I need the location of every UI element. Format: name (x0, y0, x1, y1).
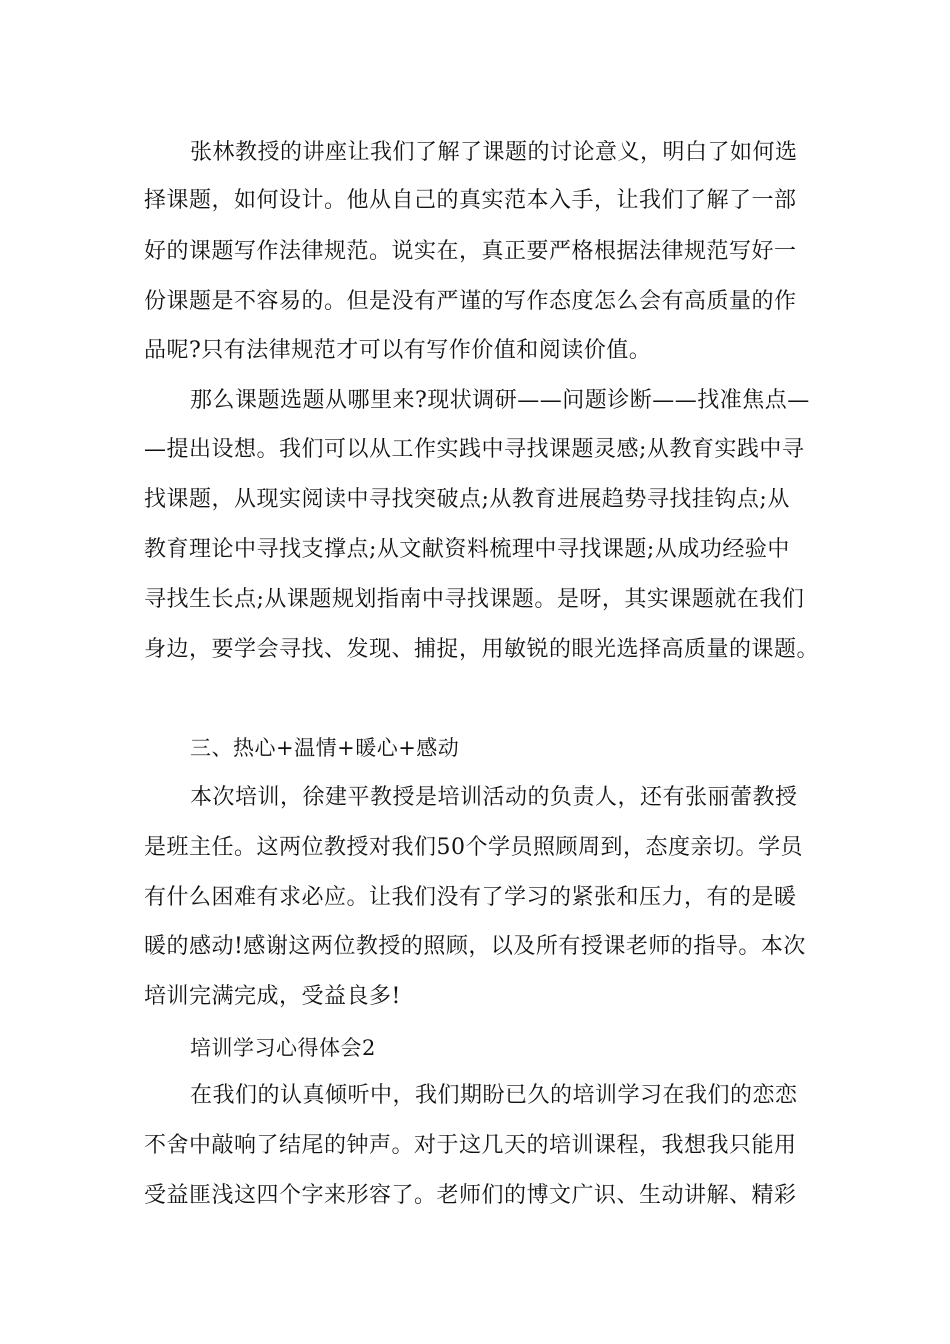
text-line: 品呢?只有法律规范才可以有写作价值和阅读价值。 (144, 338, 652, 363)
text-line: 那么课题选题从哪里来?现状调研——问题诊断——找准焦点— (190, 388, 810, 413)
text-line: 受益匪浅这四个字来形容了。老师们的博文广识、生动讲解、精彩 (144, 1183, 797, 1208)
text-line: 寻找生长点;从课题规划指南中寻找课题。是呀，其实课题就在我们 (144, 587, 805, 612)
text-line: 择课题，如何设计。他从自己的真实范本入手，让我们了解了一部 (144, 188, 797, 213)
text-line: —提出设想。我们可以从工作实践中寻找课题灵感;从教育实践中寻 (144, 437, 805, 462)
text-line: 有什么困难有求必应。让我们没有了学习的紧张和压力，有的是暖 (144, 885, 797, 910)
text-line: 好的课题写作法律规范。说实在，真正要严格根据法律规范写好一 (144, 239, 797, 264)
text-line: 本次培训，徐建平教授是培训活动的负责人，还有张丽蕾教授 (190, 785, 798, 810)
text-line: 教育理论中寻找支撑点;从文献资料梳理中寻找课题;从成功经验中 (144, 537, 790, 562)
text-line: 在我们的认真倾听中，我们期盼已久的培训学习在我们的恋恋 (190, 1083, 798, 1108)
text-line: 找课题，从现实阅读中寻找突破点;从教育进展趋势寻找挂钩点;从 (144, 487, 790, 512)
article-title: 培训学习心得体会2 (190, 1036, 376, 1060)
section-heading: 三、热心+温情+暖心+感动 (190, 736, 460, 760)
text-line: 暖的感动!感谢这两位教授的照顾，以及所有授课老师的指导。本次 (144, 934, 806, 959)
text-line: 张林教授的讲座让我们了解了课题的讨论意义，明白了如何选 (190, 140, 798, 165)
text-line: 不舍中敲响了结尾的钟声。对于这几天的培训课程，我想我只能用 (144, 1133, 797, 1158)
text-line: 身边，要学会寻找、发现、捕捉，用敏锐的眼光选择高质量的课题。 (144, 637, 820, 662)
text-line: 份课题是不容易的。但是没有严谨的写作态度怎么会有高质量的作 (144, 289, 797, 314)
text-line: 是班主任。这两位教授对我们50个学员照顾周到，态度亲切。学员 (144, 835, 803, 860)
text-line: 培训完满完成，受益良多! (144, 984, 401, 1009)
